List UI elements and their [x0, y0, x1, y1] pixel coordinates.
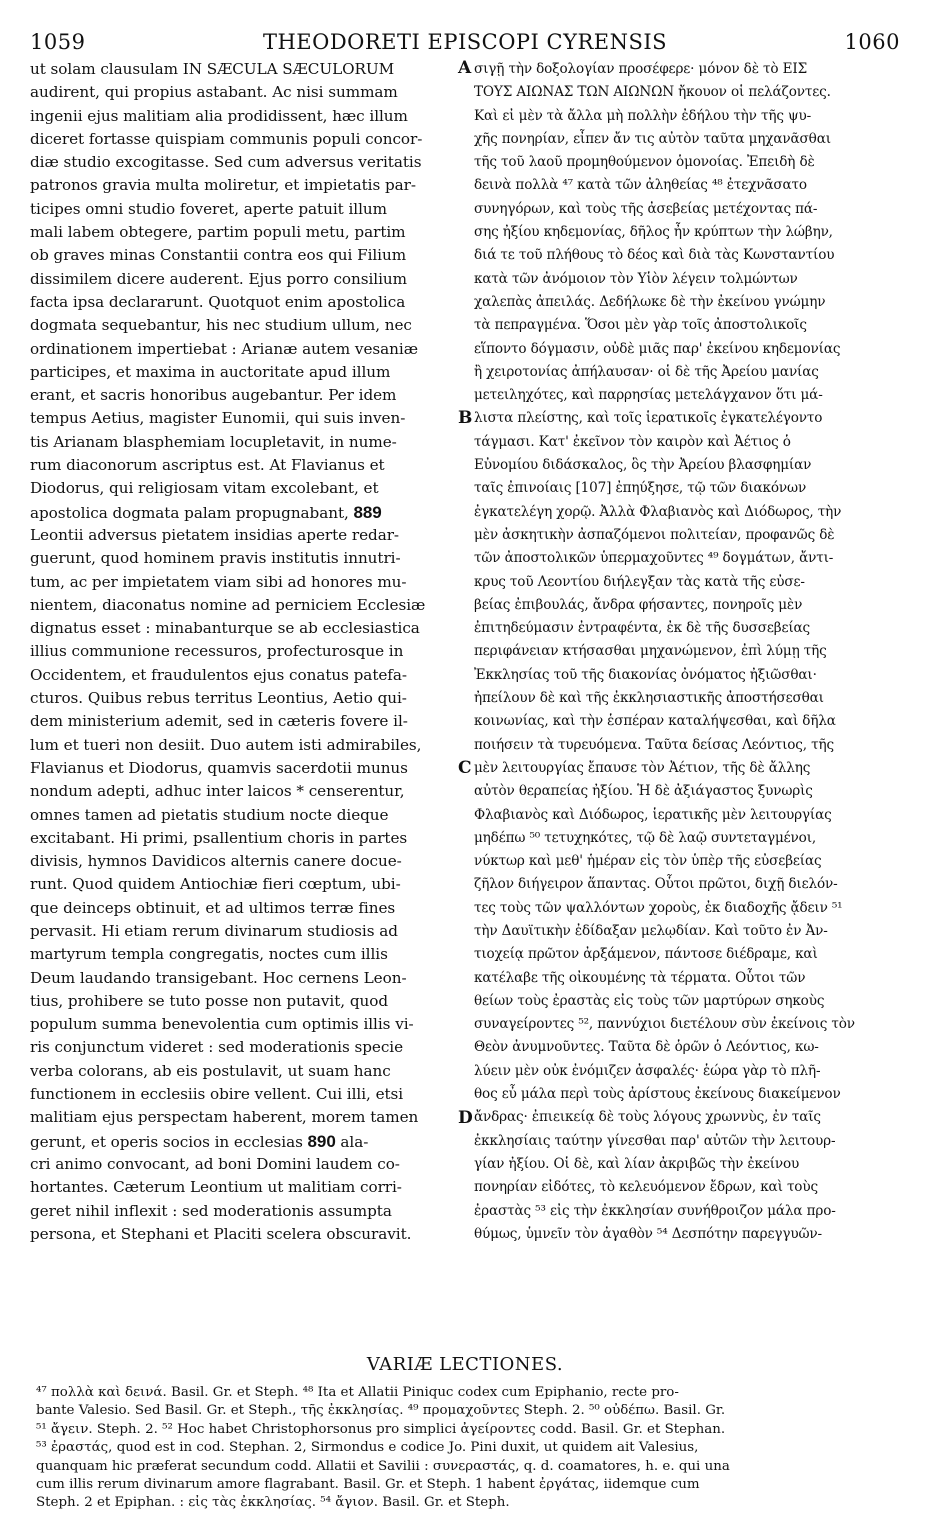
variae-lectiones-notes — [36, 1384, 894, 1513]
column-number-890: 890 — [302, 1131, 341, 1151]
latin-line: nientem, diaconatus nomine ad perniciem Ecclesiæ — [30, 595, 426, 614]
variant-note-line: bante Valesio. Sed Basil. Gr. et Steph., τῆς ἐκκλησίας. ⁴⁹ προμαχοῦντες Steph. 2. ⁵⁰ οὐδέπω. Basil. Gr. — [36, 1403, 726, 1419]
greek-line: ποιήσειν τὰ τυρευόμενα. Ταῦτα δείσας Λεόντιος, τῆς — [474, 736, 834, 753]
latin-line: que deinceps obtinuit, et ad ultimos terræ fines — [30, 898, 396, 917]
greek-line: λιστα πλείστης, καὶ τοῖς ἱερατικοῖς ἐγκατελέγοντο — [474, 410, 823, 427]
page-number-right: 1060 — [844, 30, 900, 54]
variant-note-line: ⁴⁷ πολλὰ καὶ δεινά. Basil. Gr. et Steph. ⁴⁸ Ita et Allatii Piniquc codex cum Epiphanio, recte pro- — [36, 1385, 679, 1400]
latin-line: erant, et sacris honoribus augebantur. Per idem — [30, 386, 397, 405]
greek-line: μὲν ἀσκητικὴν ἀσπαζόμενοι πολιτείαν, προφανῶς δὲ — [474, 526, 835, 543]
latin-line: persona, et Stephani et Placiti scelera obscuravit. — [30, 1224, 412, 1243]
greek-line: θος εὖ μάλα περὶ τοὺς ἀρίστους ἐκείνους διακείμενον — [474, 1086, 841, 1103]
latin-line: pervasit. Hi etiam rerum divinarum studiosis ad — [30, 921, 398, 940]
latin-line: ut solam clausulam IN SÆCULA SÆCULORUM — [30, 60, 395, 78]
greek-line: σης ἠξίου κηδεμονίας, δῆλος ἦν κρύπτων τὴν λώβην, — [474, 224, 833, 241]
latin-line: illius communione recessuros, profecturosque in — [30, 642, 404, 661]
greek-line: τιοχείᾳ πρῶτον ἀρξάμενον, πάντοσε διέδραμε, καὶ — [474, 946, 818, 963]
latin-line: guerunt, quod hominem pravis institutis innutri- — [30, 549, 401, 568]
latin-line: verba colorans, ab eis postulavit, ut suam hanc — [30, 1061, 391, 1080]
latin-line: ordinationem impertiebat : Arianæ autem vesaniæ — [30, 339, 418, 358]
greek-line: αὐτὸν θεραπείας ἠξίου. Ἡ δὲ ἀξιάγαστος ξυνωρὶς — [474, 783, 813, 800]
latin-line: omnes tamen ad pietatis studium nocte dieque — [30, 805, 389, 824]
greek-line: Φλαβιανὸς καὶ Διόδωρος, ἱερατικῆς μὲν λειτουργίας — [474, 806, 832, 823]
latin-line: ticipes omni studio foveret, aperte patuit illum — [30, 199, 387, 218]
latin-line: martyrum templa congregatis, noctes cum illis — [30, 945, 388, 964]
greek-line: ἠπείλουν δὲ καὶ τῆς ἐκκλησιαστικῆς ἀποστήσεσθαι — [474, 690, 824, 707]
latin-line: Diodorus, qui religiosam vitam excolebant, et — [30, 479, 379, 498]
latin-line: mali labem obtegere, partim populi metu, partim — [30, 223, 406, 242]
latin-line: ris conjunctum videret : sed moderationis specie — [30, 1038, 404, 1057]
latin-line: geret nihil inflexit : sed moderationis assumpta — [30, 1201, 392, 1220]
greek-line: συνηγόρων, καὶ τοὺς τῆς ἀσεβείας μετέχοντας πά- — [474, 200, 818, 217]
variant-note-line: cum illis rerum divinarum amore flagrabant. Basil. Gr. et Steph. 1 habent ἐργάτας, iidemque cum — [36, 1476, 700, 1492]
greek-line: ταῖς ἐπινοίαις [107] ἐπηύξησε, τῷ τῶν διακόνων — [474, 480, 807, 497]
greek-line: ἢ χειροτονίας ἀπήλαυσαν· οἱ δὲ τῆς Ἀρείου μανίας — [474, 363, 819, 380]
margin-marker-b: B — [458, 408, 473, 428]
greek-line: τες τοὺς τῶν ψαλλόντων χοροὺς, ἐκ διαδοχῆς ᾄδειν ⁵¹ — [474, 899, 843, 916]
greek-line: ζῆλον διήγειρον ἅπαντας. Οὗτοι πρῶτοι, διχῇ διελόν- — [474, 876, 838, 893]
margin-marker-a: A — [458, 58, 472, 78]
margin-marker-c: C — [458, 758, 472, 778]
latin-line: tius, prohibere se tuto posse non putavit, quod — [30, 991, 388, 1010]
latin-line: tum, ac per impietatem viam sibi ad honores mu- — [30, 572, 407, 591]
latin-line: functionem in ecclesiis obire vellent. Cui illi, etsi — [30, 1085, 404, 1104]
latin-line: cturos. Quibus rebus territus Leontius, Aetio qui- — [30, 689, 407, 708]
greek-line: κατέλαβε τῆς οἰκουμένης τὰ τέρματα. Οὗτοι τῶν — [474, 969, 806, 986]
greek-line: κατὰ τῶν ἀνόμοιον τὸν Υἱὸν λέγειν τολμώντων — [474, 270, 798, 287]
latin-line: ingenii ejus malitiam alia prodidissent, hæc illum — [30, 106, 408, 125]
greek-line: λύειν μὲν οὐκ ἐνόμιζεν ἀσφαλές· ἑώρα γὰρ τὸ πλῆ- — [474, 1062, 821, 1079]
greek-line: Καὶ εἰ μὲν τὰ ἄλλα μὴ πολλὴν ἐδήλου τὴν τῆς ψυ- — [474, 107, 812, 124]
latin-line-end: ala- — [340, 1132, 369, 1151]
latin-line: Occidentem, et fraudulentos ejus conatus patefa- — [30, 665, 407, 684]
greek-line: τῆς τοῦ λαοῦ προμηθούμενον ὁμονοίας. Ἐπειδὴ δὲ — [474, 154, 815, 171]
greek-line: τὰ πεπραγμένα. Ὅσοι μὲν γὰρ τοῖς ἀποστολικοῖς — [474, 317, 807, 334]
greek-line: πονηρίαν εἰδότες, τὸ κελευόμενον ἔδρων, καὶ τοὺς — [474, 1179, 818, 1196]
variant-note-line: ⁵³ ἐραστάς, quod est in cod. Stephan. 2, Sirmondus e codice Jo. Pini duxit, ut quidem ait Valesius, — [36, 1440, 699, 1456]
greek-line: ΤΟΥΣ ΑΙΩΝΑΣ ΤΩΝ ΑΙΩΝΩΝ ἤκουον οἱ πελάζοντες. — [474, 84, 831, 101]
latin-line: cri animo convocant, ad boni Domini laudem co- — [30, 1154, 400, 1173]
greek-line: κρυς τοῦ Λεοντίου διήλεγξαν τὰς κατὰ τῆς εὐσε- — [474, 573, 805, 590]
greek-line: συναγείροντες ⁵², παννύχιοι διετέλουν σὺν ἐκείνοις τὸν — [474, 1016, 855, 1033]
greek-line: χαλεπὰς ἀπειλάς. Δεδήλωκε δὲ τὴν ἐκείνου γνώμην — [474, 293, 826, 310]
latin-line: Flavianus et Diodorus, quamvis sacerdotii munus — [30, 758, 408, 777]
greek-line: ἐκκλησίαις ταύτην γίνεσθαι παρ' αὐτῶν τὴν λειτουρ- — [474, 1132, 836, 1149]
greek-line: ἄνδρας· ἐπιεικείᾳ δὲ τοὺς λόγους χρωννὺς, ἐν ταῖς — [474, 1109, 821, 1126]
latin-line: participes, et maxima in auctoritate apud illum — [30, 362, 391, 381]
latin-line: malitiam ejus perspectam haberent, morem tamen — [30, 1108, 419, 1127]
latin-line: nondum adepti, adhuc inter laicos * censerentur, — [30, 782, 405, 801]
greek-line: χῆς πονηρίαν, εἶπεν ἄν τις αὐτὸν ταῦτα μηχανᾶσθαι — [474, 130, 831, 147]
greek-column — [474, 58, 902, 1246]
greek-line: ἐπιτηδεύμασιν ἐντραφέντα, ἐκ δὲ τῆς δυσσεβείας — [474, 620, 811, 637]
greek-line: κοινωνίας, καὶ τὴν ἑσπέραν καταλήψεσθαι, καὶ δῆλα — [474, 713, 836, 730]
greek-line: διά τε τοῦ πλήθους τὸ δέος καὶ διὰ τὰς Κωνσταντίου — [474, 247, 835, 264]
latin-line: Deum laudando transigebant. Hoc cernens Leon- — [30, 968, 407, 987]
latin-line: dissimilem dicere auderent. Ejus porro consilium — [30, 269, 407, 288]
greek-line: περιφάνειαν κτήσασθαι μηχανώμενον, ἐπὶ λύμῃ τῆς — [474, 643, 827, 660]
page-header — [30, 30, 900, 58]
greek-line: γίαν ἠξίου. Οἱ δὲ, καὶ λίαν ἀκριβῶς τὴν ἐκείνου — [474, 1155, 800, 1172]
latin-line: gerunt, et operis socios in ecclesias 890 ala- — [30, 1131, 369, 1151]
latin-line: rum diaconorum ascriptus est. At Flavianus et — [30, 456, 385, 475]
greek-line: ἐραστὰς ⁵³ εἰς τὴν ἐκκλησίαν συνήθροιζον μάλα προ- — [474, 1202, 836, 1219]
variant-note-line: quanquam hic præferat secundum codd. Allatii et Savilii : συνεραστάς, q. d. coamatores, h. e. qui una — [36, 1458, 730, 1474]
latin-line: diceret fortasse quispiam communis populi concor- — [30, 129, 423, 148]
greek-line: μὲν λειτουργίας ἔπαυσε τὸν Ἀέτιον, τῆς δὲ ἄλλης — [474, 759, 811, 776]
greek-line: μηδέπω ⁵⁰ τετυχηκότες, τῷ δὲ λαῷ συντεταγμένοι, — [474, 829, 817, 846]
latin-line: divisis, hymnos Davidicos alternis canere docue- — [30, 852, 402, 871]
greek-line: τάγμασι. Κατ' ἐκεῖνον τὸν καιρὸν καὶ Ἀέτιος ὁ — [474, 433, 791, 450]
latin-line: apostolica dogmata palam propugnabant, 889 — [30, 502, 382, 522]
variae-lectiones-title: VARIÆ LECTIONES. — [366, 1354, 564, 1375]
latin-line: Leontii adversus pietatem insidias aperte redar- — [30, 525, 399, 544]
greek-line: Θεὸν ἀνυμνοῦντες. Ταῦτα δὲ ὁρῶν ὁ Λεόντιος, κω- — [474, 1039, 819, 1056]
latin-column — [30, 58, 458, 1246]
latin-line: tempus Aetius, magister Eunomii, qui suis inven- — [30, 409, 406, 428]
greek-line: τὴν Δαυϊτικὴν ἐδίδαξαν μελῳδίαν. Καὶ τοῦτο ἐν Ἀν- — [474, 922, 828, 939]
latin-line: diæ studio excogitasse. Sed cum adversus veritatis — [30, 153, 422, 172]
column-number-889: 889 — [348, 502, 382, 522]
variant-note-line: Steph. 2 et Epiphan. : εἰς τὰς ἐκκλησίας. ⁵⁴ ἄγιον. Basil. Gr. et Steph. — [36, 1495, 510, 1511]
latin-line: facta ipsa declararunt. Quotquot enim apostolica — [30, 292, 406, 311]
latin-line: excitabant. Hi primi, psallentium choris in partes — [30, 828, 408, 847]
latin-line: dem ministerium ademit, sed in cæteris fovere il- — [30, 712, 408, 731]
page-number-left: 1059 — [30, 30, 86, 54]
greek-line: θείων τοὺς ἐραστὰς εἰς τοὺς τῶν μαρτύρων σηκοὺς — [474, 992, 825, 1009]
running-title: THEODORETI EPISCOPI CYRENSIS — [262, 30, 668, 54]
latin-line: populum summa benevolentia cum optimis illis vi- — [30, 1015, 414, 1034]
latin-line: runt. Quod quidem Antiochiæ fieri cœptum, ubi- — [30, 875, 401, 894]
latin-line: lum et tueri non desiit. Duo autem isti admirabiles, — [30, 735, 422, 754]
latin-line: tis Arianam blasphemiam locupletavit, in nume- — [30, 432, 397, 451]
latin-line: dogmata sequebantur, his nec studium ullum, nec — [30, 316, 412, 335]
margin-marker-d: D — [458, 1108, 473, 1128]
latin-line: audirent, qui propius astabant. Ac nisi summam — [30, 83, 398, 102]
greek-line: Ἐκκλησίας τοῦ τῆς διακονίας ὀνόματος ἠξιῶσθαι· — [474, 666, 817, 683]
latin-line: dignatus esset : minabanturque se ab ecclesiastica — [30, 619, 420, 638]
greek-line: Εὐνομίου διδάσκαλος, ὃς τὴν Ἀρείου βλασφημίαν — [474, 457, 812, 474]
greek-line: βείας ἐπιβουλάς, ἄνδρα φήσαντες, πονηροῖς μὲν — [474, 596, 803, 613]
greek-line: θύμως, ὑμνεῖν τὸν ἀγαθὸν ⁵⁴ Δεσπότην παρεγγυῶν- — [474, 1225, 822, 1242]
latin-line: patronos gravia multa moliretur, et impietatis par- — [30, 176, 416, 195]
greek-line: δεινὰ πολλὰ ⁴⁷ κατὰ τῶν ἀληθείας ⁴⁸ ἐτεχνᾶσατο — [474, 177, 807, 194]
greek-line: τῶν ἀποστολικῶν ὑπερμαχοῦντες ⁴⁹ δογμάτων, ἄντι- — [474, 550, 834, 567]
latin-line: hortantes. Cæterum Leontium ut malitiam corri- — [30, 1178, 402, 1197]
variant-note-line: ⁵¹ ἄγειν. Steph. 2. ⁵² Hoc habet Christophorsonus pro simplici ἀγείροντες codd. Basil. Gr. et Stephan. — [36, 1421, 726, 1437]
greek-line: σιγῇ τὴν δοξολογίαν προσέφερε· μόνον δὲ τὸ ΕΙΣ — [474, 61, 808, 77]
latin-line: ob graves minas Constantii contra eos qui Filium — [30, 246, 407, 265]
greek-line: ἐγκατελέγη χορῷ. Ἀλλὰ Φλαβιανὸς καὶ Διόδωρος, τὴν — [474, 503, 842, 520]
greek-line: εἵποντο δόγμασιν, οὐδὲ μιᾶς παρ' ἐκείνου κηδεμονίας — [474, 340, 841, 357]
greek-line: νύκτωρ καὶ μεθ' ἡμέραν εἰς τὸν ὑπὲρ τῆς εὐσεβείας — [474, 853, 822, 870]
greek-line: μετειληχότες, καὶ παρρησίας μετελάγχανον ὅτι μά- — [474, 387, 823, 404]
